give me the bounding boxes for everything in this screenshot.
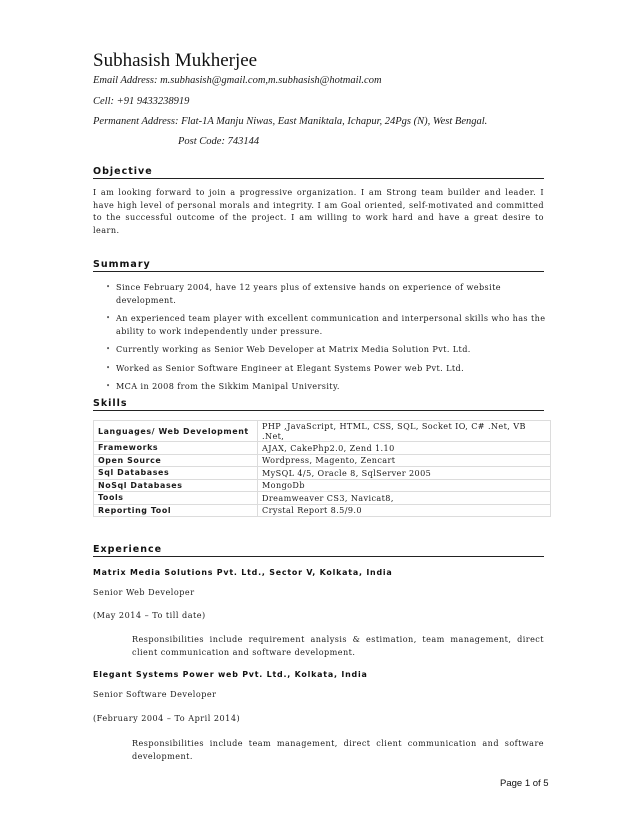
job-description: Responsibilities include team management, direct client communication and software development. bbox=[132, 738, 544, 761]
bullet-icon: • bbox=[106, 382, 111, 390]
table-row bbox=[94, 442, 551, 455]
skill-label: Sql Databases bbox=[94, 467, 258, 480]
skill-label: Open Source bbox=[94, 454, 258, 467]
summary-item: • Currently working as Senior Web Developer at Matrix Media Solution Pvt. Ltd. bbox=[106, 344, 471, 354]
table-row bbox=[94, 492, 551, 505]
summary-list bbox=[106, 281, 546, 399]
job-company: Matrix Media Solutions Pvt. Ltd., Sector V, Kolkata, India bbox=[93, 568, 393, 577]
skills-heading: Skills bbox=[93, 398, 544, 411]
skill-label: Languages/ Web Development bbox=[94, 421, 258, 442]
job-period: (February 2004 – To April 2014) bbox=[93, 713, 241, 723]
candidate-name: Subhasish Mukherjee bbox=[93, 50, 258, 71]
job-title: Senior Web Developer bbox=[93, 587, 195, 597]
skill-value: MySQL 4/5, Oracle 8, SqlServer 2005 bbox=[258, 467, 551, 480]
experience-heading: Experience bbox=[93, 544, 544, 557]
summary-item: • An experienced team player with excellent communication and interpersonal skills who has the ability to work independently under pressure. bbox=[106, 313, 546, 336]
objective-text: I am looking forward to join a progressive organization. I am Strong team builder and leader. I have high level of personal morals and integrity. I am Goal oriented, self-motivated and committed to the successful outcome of the project. I am willing to work hard and have a great desire to learn. bbox=[93, 187, 544, 235]
skill-value: Crystal Report 8.5/9.0 bbox=[258, 504, 551, 517]
summary-item: • Since February 2004, have 12 years plus of extensive hands on experience of website development. bbox=[106, 282, 501, 305]
bullet-icon: • bbox=[106, 314, 111, 322]
table-row bbox=[94, 421, 551, 442]
email-address: Email Address: m.subhasish@gmail.com,m.subhasish@hotmail.com bbox=[93, 75, 382, 86]
skills-table bbox=[93, 420, 551, 517]
summary-heading: Summary bbox=[93, 259, 544, 272]
skill-label: Tools bbox=[94, 492, 258, 505]
permanent-address: Permanent Address: Flat-1A Manju Niwas, East Maniktala, Ichapur, 24Pgs (N), West Bengal. bbox=[93, 116, 488, 127]
skill-value: AJAX, CakePhp2.0, Zend 1.10 bbox=[258, 442, 551, 455]
job-title: Senior Software Developer bbox=[93, 689, 217, 699]
table-row bbox=[94, 504, 551, 517]
job-period: (May 2014 – To till date) bbox=[93, 610, 206, 620]
summary-item: • MCA in 2008 from the Sikkim Manipal University. bbox=[106, 381, 340, 391]
bullet-icon: • bbox=[106, 363, 111, 372]
table-row bbox=[94, 454, 551, 467]
objective-heading: Objective bbox=[93, 166, 544, 179]
skill-value: PHP ,JavaScript, HTML, CSS, SQL, Socket IO, C# .Net, VB .Net, bbox=[258, 421, 551, 442]
job-company: Elegant Systems Power web Pvt. Ltd., Kolkata, India bbox=[93, 670, 368, 679]
bullet-icon: • bbox=[106, 345, 111, 353]
skill-label: Reporting Tool bbox=[94, 504, 258, 517]
skill-label: NoSql Databases bbox=[94, 479, 258, 492]
job-description: Responsibilities include requirement analysis & estimation, team management, direct client communication and software development. bbox=[132, 634, 544, 657]
page-number: Page 1 of 5 bbox=[500, 778, 549, 789]
table-row bbox=[94, 479, 551, 492]
table-row bbox=[94, 467, 551, 480]
post-code: Post Code: 743144 bbox=[178, 136, 260, 147]
summary-item: • Worked as Senior Software Engineer at Elegant Systems Power web Pvt. Ltd. bbox=[106, 362, 465, 373]
skill-label: Frameworks bbox=[94, 442, 258, 455]
skill-value: Wordpress, Magento, Zencart bbox=[258, 454, 551, 467]
cell-number: Cell: +91 9433238919 bbox=[93, 96, 190, 107]
skill-value: Dreamweaver CS3, Navicat8, bbox=[258, 492, 551, 505]
bullet-icon: • bbox=[106, 283, 111, 291]
skill-value: MongoDb bbox=[258, 479, 551, 492]
